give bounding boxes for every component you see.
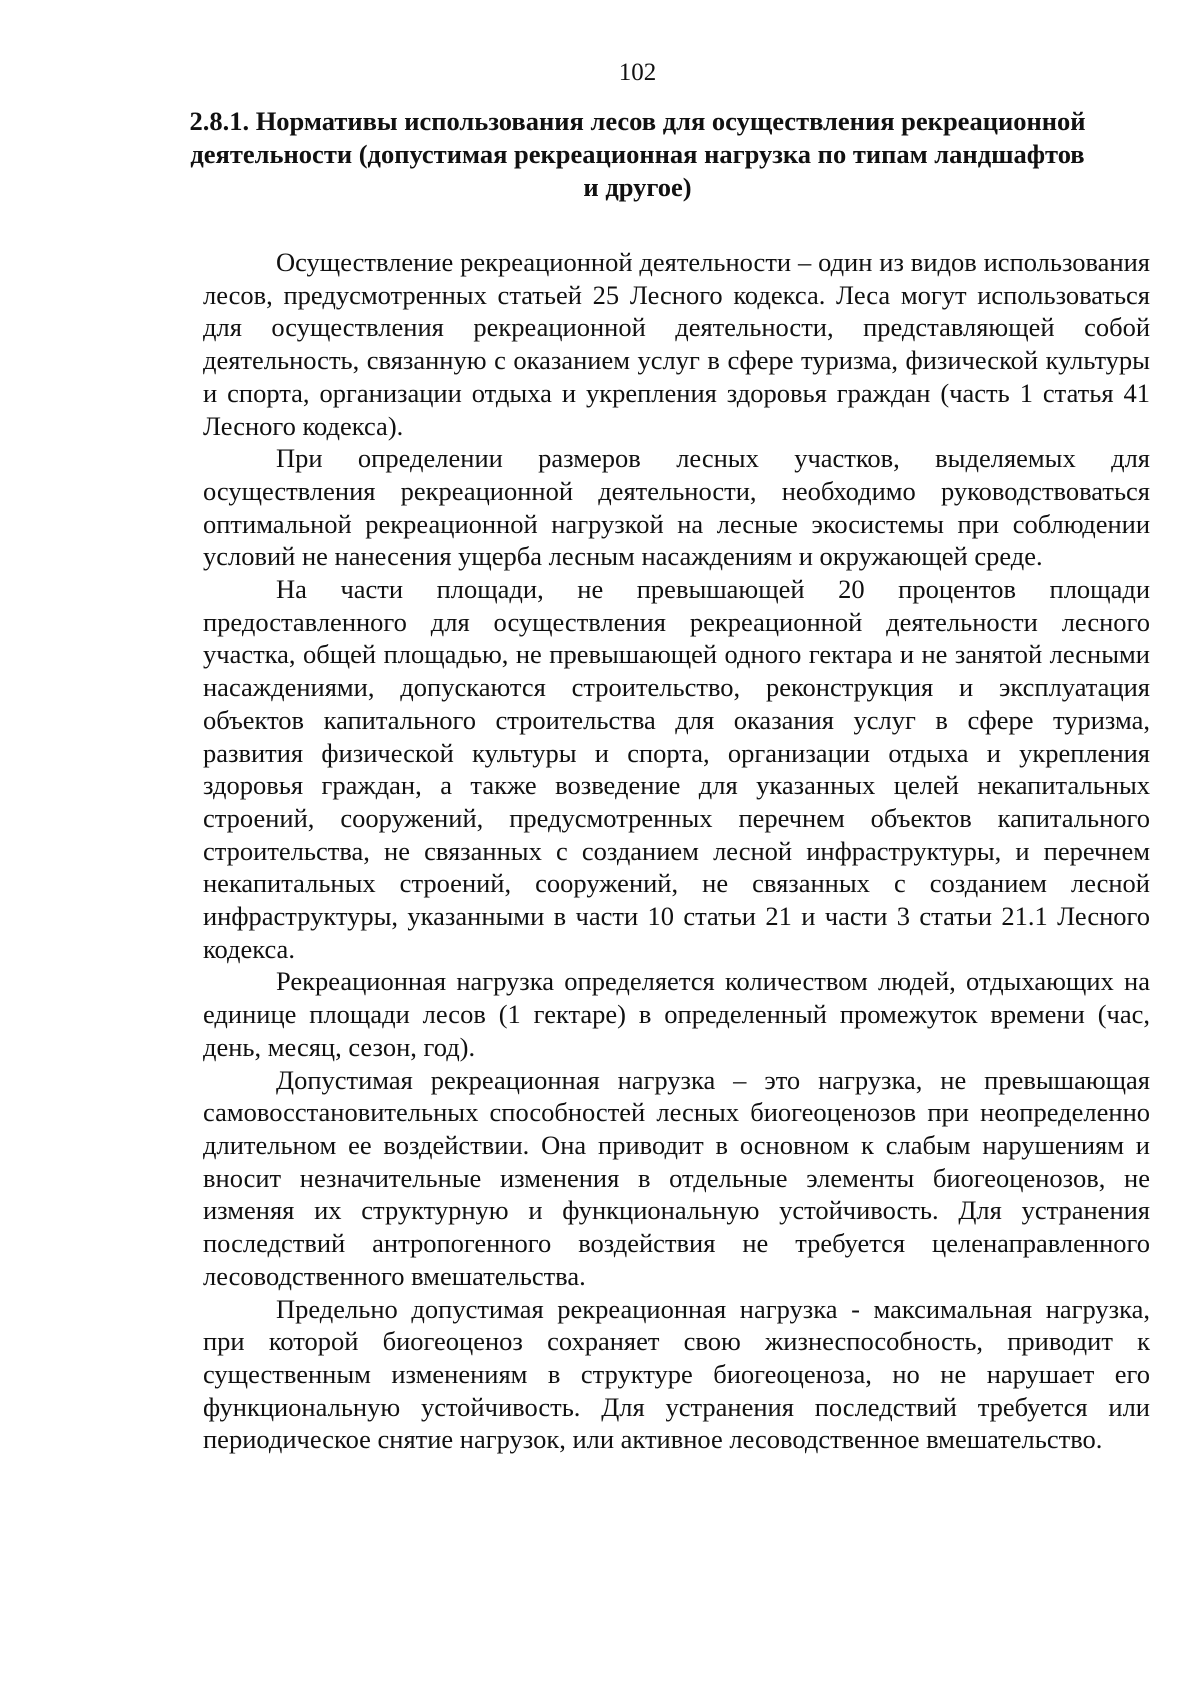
page-number: 102 — [618, 59, 657, 86]
paragraph-recreational-load: Рекреационная нагрузка определяется количеством людей, отдыхающих на единице площади лесов (1 гектаре) в определенный промежуток времени (час, день, месяц, сезон, год). — [203, 966, 1150, 1062]
section-heading: 2.8.1. Нормативы использования лесов для осуществления рекреационной деятельности (допустимая рекреационная нагрузка по типам ландшафтов и другое) — [189, 106, 1086, 202]
paragraph-recreation-definition: Осуществление рекреационной деятельности – один из видов использования лесов, предусмотренных статьей 25 Лесного кодекса. Леса могут использоваться для осуществления рекреационной деятельности, представляющей собой деятельность, связанную с оказанием услуг в сфере туризма, физической культуры и спорта, организации отдыха и укрепления здоровья граждан (часть 1 статья 41 Лесного кодекса). — [203, 247, 1150, 441]
paragraph-permissible-load: Допустимая рекреационная нагрузка – это нагрузка, не превышающая самовосстановительных способностей лесных биогеоценозов при неопределенно длительном ее воздействии. Она приводит в основном к слабым нарушениям и вносит незначительные изменения в отдельные элементы биогеоценозов, не изменяя их структурную и функциональную устойчивость. Для устранения последствий антропогенного воздействия не требуется целенаправленного лесоводственного вмешательства. — [203, 1064, 1150, 1291]
paragraph-plot-size: При определении размеров лесных участков, выделяемых для осуществления рекреационной деятельности, необходимо руководствоваться оптимальной рекреационной нагрузкой на лесные экосистемы при соблюдении условий не нанесения ущерба лесным насаждениям и окружающей среде. — [203, 443, 1150, 572]
body-text — [203, 246, 1150, 1456]
paragraph-construction: На части площади, не превышающей 20 процентов площади предоставленного для осуществления рекреационной деятельности лесного участка, общей площадью, не превышающей одного гектара и не занятой лесными насаждениями, допускаются строительство, реконструкция и эксплуатация объектов капитального строительства для оказания услуг в сфере туризма, развития физической культуры и спорта, организации отдыха и укрепления здоровья граждан, а также возведение для указанных целей некапитальных строений, сооружений, предусмотренных перечнем объектов капитального строительства, не связанных с созданием лесной инфраструктуры, и перечнем некапитальных строений, сооружений, не связанных с созданием лесной инфраструктуры, указанными в части 10 статьи 21 и части 3 статьи 21.1 Лесного кодекса. — [203, 574, 1150, 964]
paragraph-maximum-load: Предельно допустимая рекреационная нагрузка - максимальная нагрузка, при которой биогеоценоз сохраняет свою жизнеспособность, приводит к существенным изменениям в структуре биогеоценоза, но не нарушает его функциональную устойчивость. Для устранения последствий требуется или периодическое снятие нагрузок, или активное лесоводственное вмешательство. — [203, 1293, 1150, 1455]
